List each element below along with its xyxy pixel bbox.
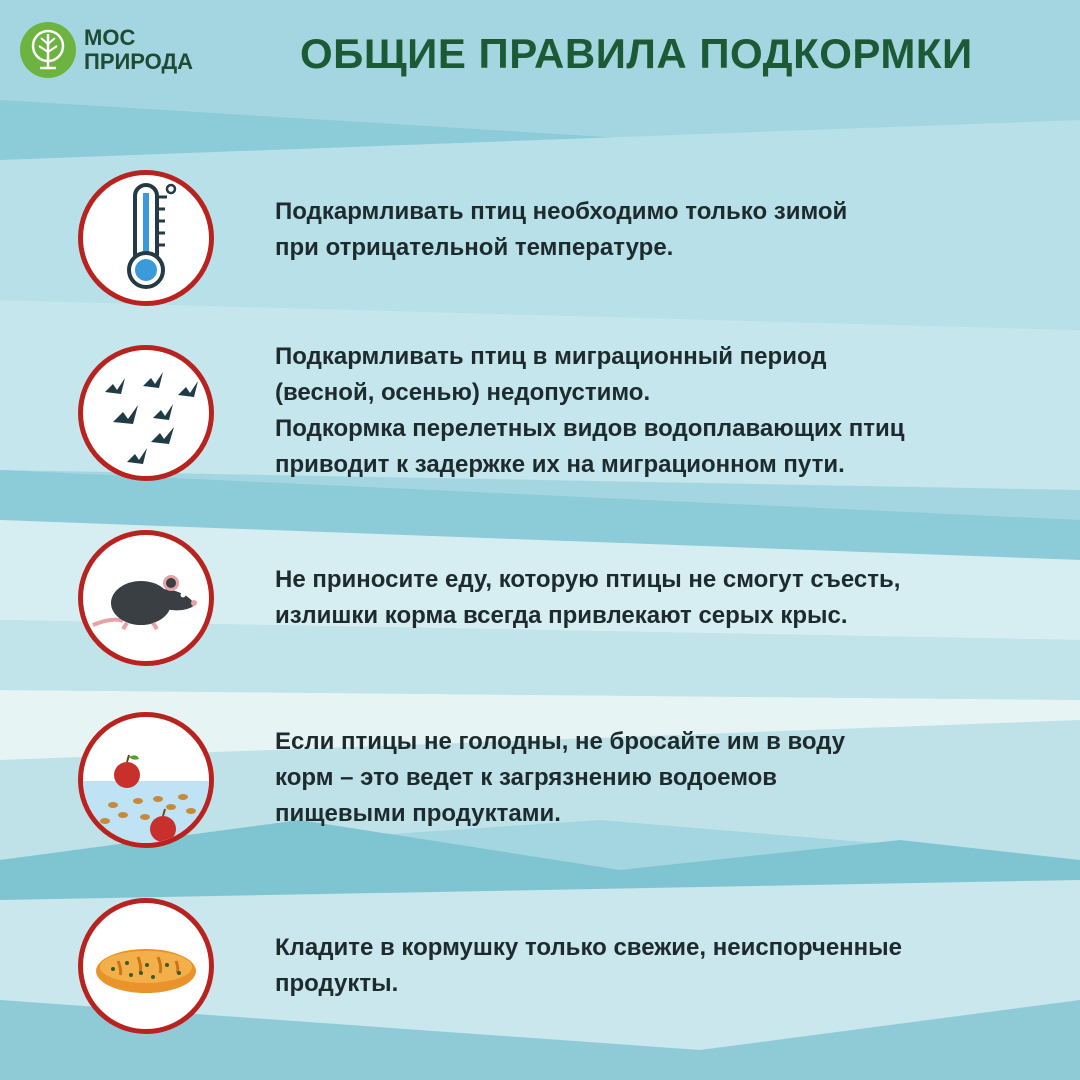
bread-loaf-icon [78,898,214,1034]
rule-item-5 [0,898,1080,1048]
tree-logo-icon [20,22,76,78]
rule-line: пищевыми продуктами. [275,800,561,827]
rule-text-5 [275,930,1065,1002]
rule-text-3 [275,562,1065,634]
rule-line: приводит к задержке их на миграционном пути. [275,451,845,478]
rule-item-3 [0,530,1080,680]
rule-text-4 [275,724,1065,832]
rule-line: (весной, осенью) недопустимо. [275,379,651,406]
rule-line: Подкармливать птиц в миграционный период [275,343,827,370]
page-title: ОБЩИЕ ПРАВИЛА ПОДКОРМКИ [300,30,973,77]
rule-line: при отрицательной температуре. [275,234,674,261]
rule-line: корм – это ведет к загрязнению водоемов [275,764,778,791]
rat-icon [78,530,214,666]
rule-line: Подкармливать птиц необходимо только зимой [275,198,848,225]
rule-line: Если птицы не голодны, не бросайте им в воду [275,728,846,755]
rule-text-2 [275,339,1065,483]
rule-line: излишки корма всегда привлекают серых крыс. [275,602,848,629]
rule-line: Не приносите еду, которую птицы не смогут съесть, [275,566,901,593]
logo-text [84,26,193,74]
rule-line: Подкормка перелетных видов водоплавающих птиц [275,415,905,442]
logo-line-2: ПРИРОДА [84,49,194,74]
rule-line: продукты. [275,970,399,997]
logo-line-1: МОС [84,25,136,50]
rule-item-4 [0,712,1080,862]
rule-line: Кладите в кормушку только свежие, неиспорченные [275,934,903,961]
thermometer-icon [78,170,214,306]
flying-birds-icon [78,345,214,481]
food-in-water-icon [78,712,214,848]
rule-text-1 [275,194,1065,266]
rule-item-2 [0,345,1080,495]
mospriroda-logo [20,20,230,80]
rule-item-1 [0,170,1080,320]
